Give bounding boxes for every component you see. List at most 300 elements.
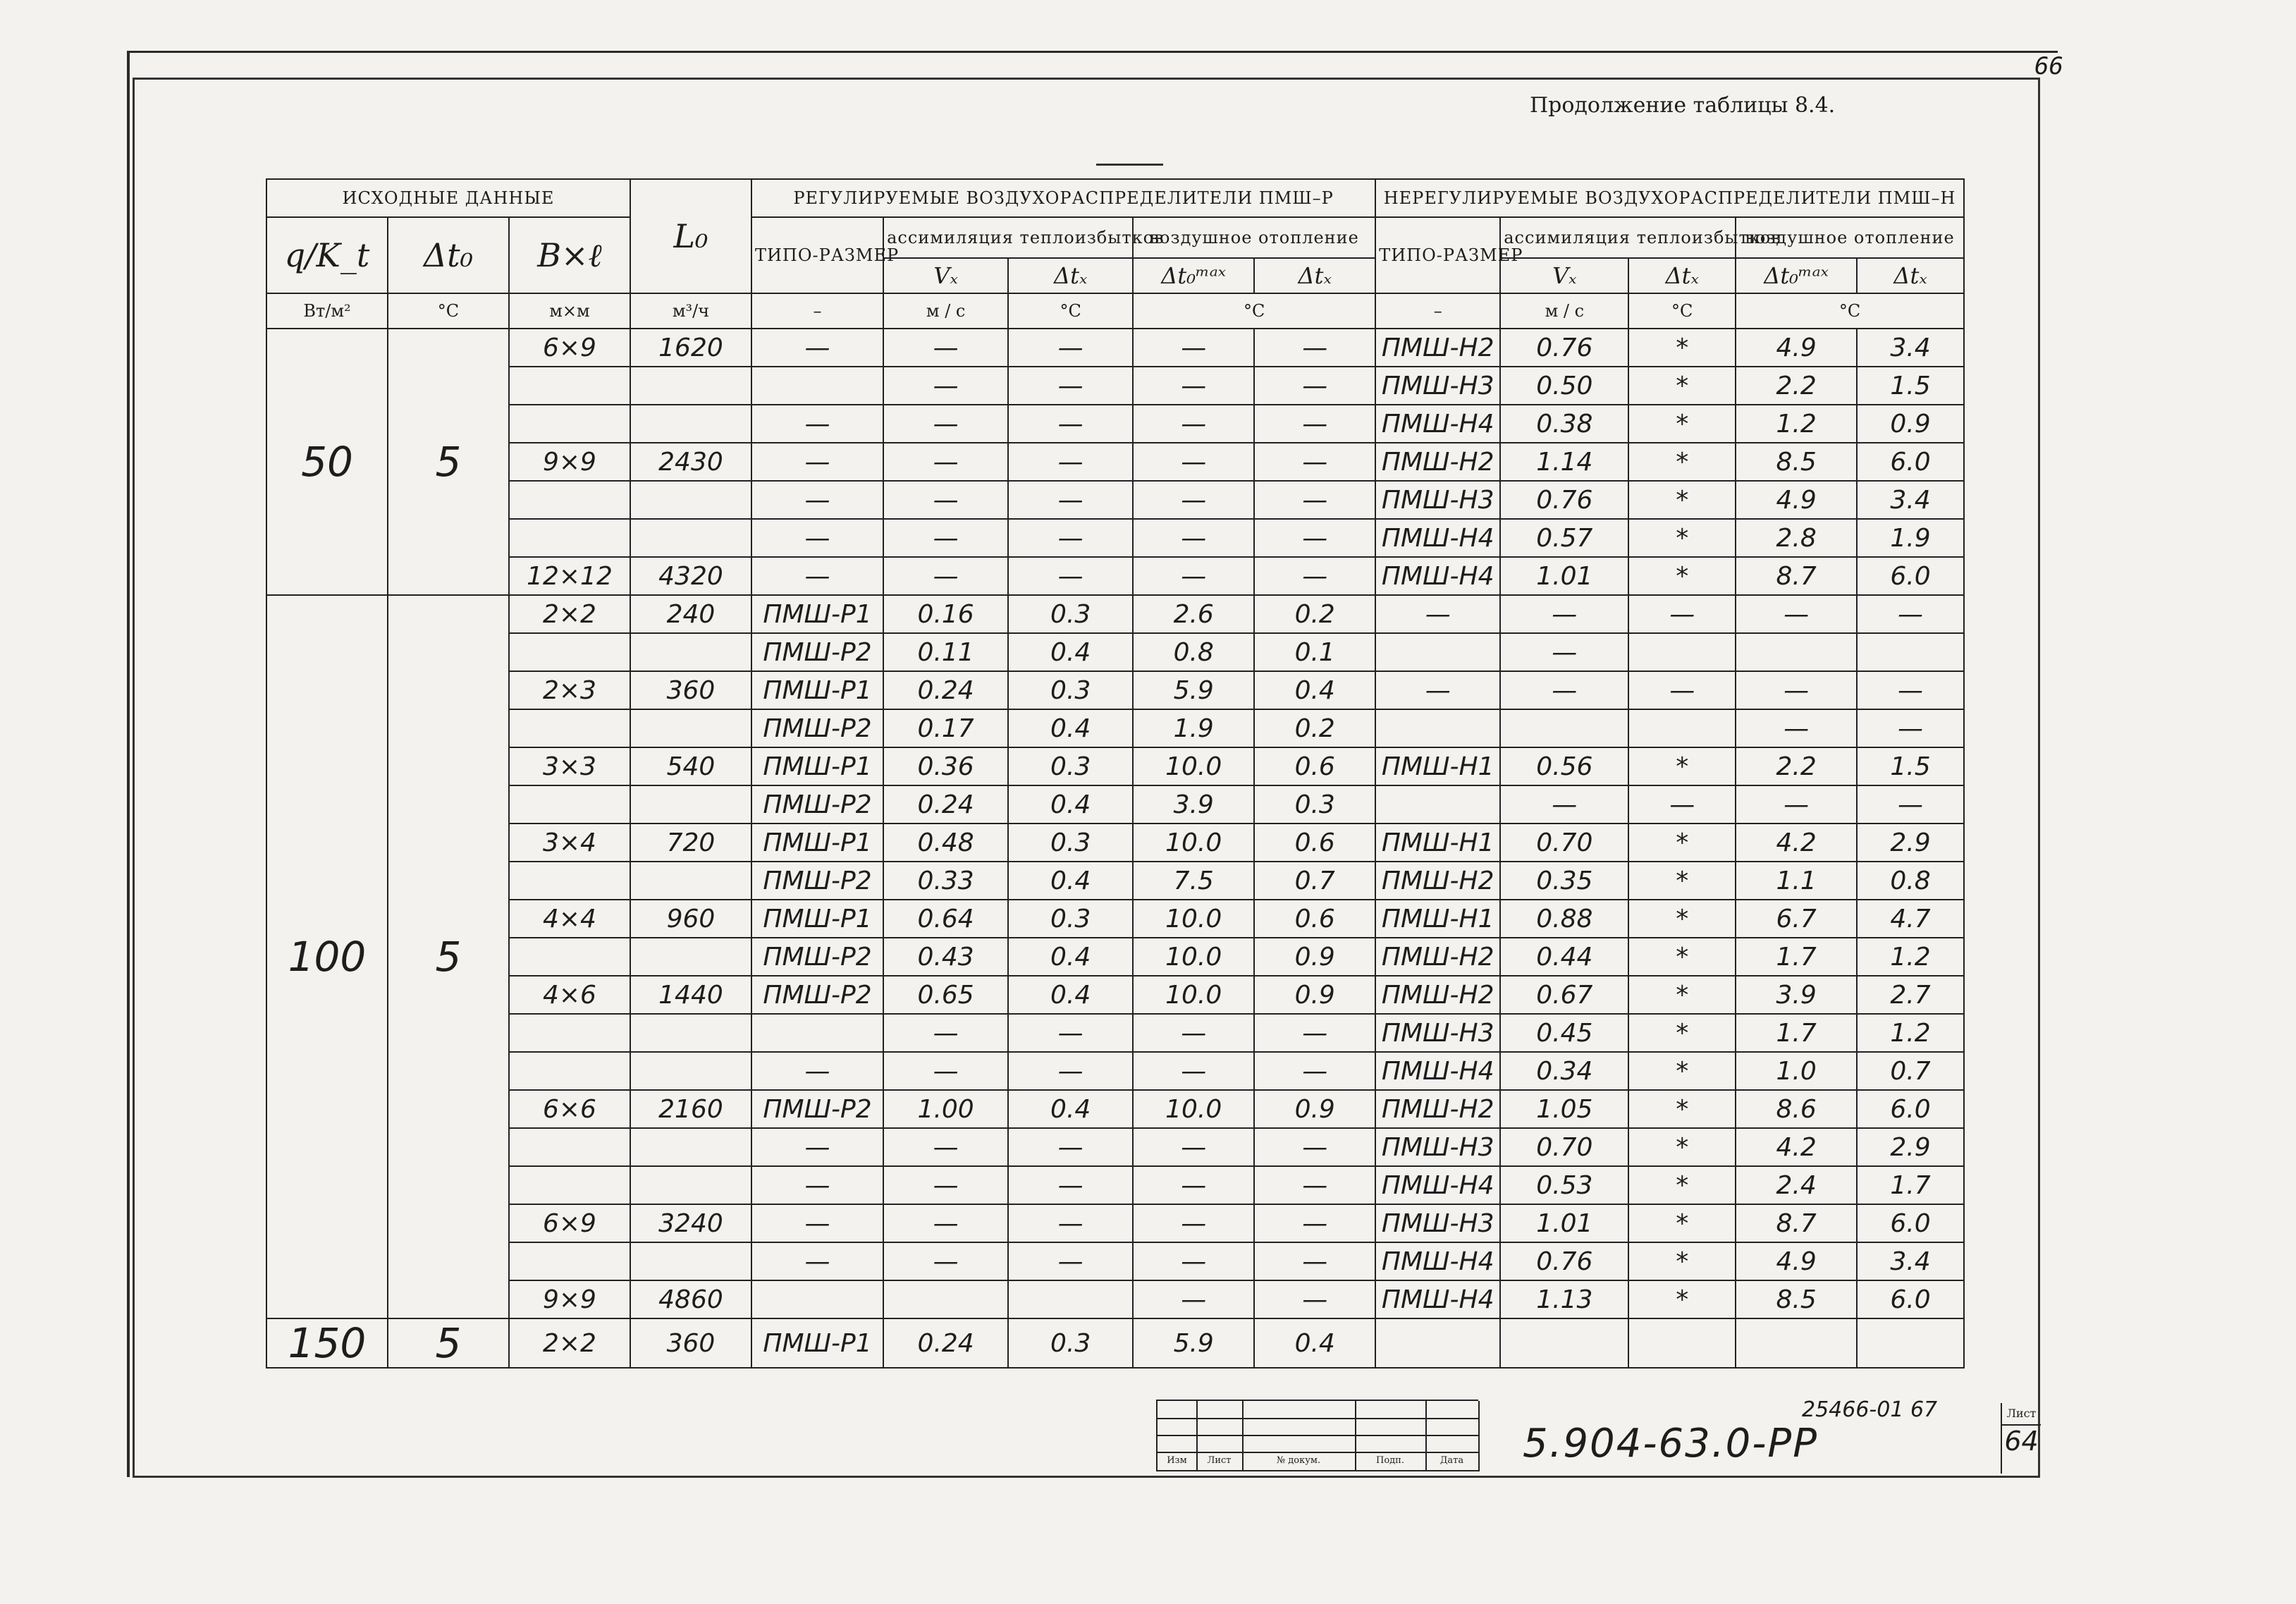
table-cell: —	[751, 405, 883, 443]
table-cell: 0.3	[1008, 824, 1133, 862]
table-cell: —	[883, 443, 1008, 481]
l0-header: L₀	[630, 179, 751, 293]
table-cell: *	[1628, 481, 1736, 519]
stamp-label-list: Лист	[1196, 1452, 1244, 1471]
group-regulated-header: РЕГУЛИРУЕМЫЕ ВОЗДУХОРАСПРЕДЕЛИТЕЛИ ПМШ–Р	[751, 179, 1375, 217]
table-cell: 0.4	[1008, 976, 1133, 1014]
table-cell: 2×2	[509, 1318, 630, 1368]
table-cell: 1.14	[1500, 443, 1628, 481]
table-cell: —	[1254, 443, 1375, 481]
table-cell: 6×6	[509, 1090, 630, 1128]
table-cell	[509, 1166, 630, 1204]
table-cell	[630, 633, 751, 671]
table-cell: ПМШ-Н1	[1375, 900, 1500, 938]
unit-typo-n: –	[1375, 293, 1500, 329]
dt0max-header-r: Δt₀ᵐᵃˣ	[1133, 258, 1254, 293]
stamp-label-date: Дата	[1425, 1452, 1480, 1471]
table-cell: 0.17	[883, 709, 1008, 747]
table-cell: —	[883, 1128, 1008, 1166]
table-cell: 0.70	[1500, 1128, 1628, 1166]
divider-mark	[1096, 164, 1163, 166]
table-cell: 1.2	[1857, 938, 1964, 976]
heating-header-r: воздушное отопление	[1133, 217, 1375, 258]
table-cell: *	[1628, 976, 1736, 1014]
table-cell: 0.3	[1254, 785, 1375, 824]
table-cell: 5.9	[1133, 671, 1254, 709]
table-cell: —	[751, 1166, 883, 1204]
table-cell: 6×9	[509, 329, 630, 367]
table-row	[266, 481, 1964, 519]
table-cell: ПМШ-Н3	[1375, 367, 1500, 405]
table-row	[266, 938, 1964, 976]
table-cell: ПМШ-Н2	[1375, 1090, 1500, 1128]
table-cell: *	[1628, 862, 1736, 900]
table-cell: 1.5	[1857, 367, 1964, 405]
group-source-header: ИСХОДНЫЕ ДАННЫЕ	[266, 179, 630, 217]
table-cell: 9×9	[509, 1280, 630, 1318]
table-cell: *	[1628, 1014, 1736, 1052]
table-cell: *	[1628, 1204, 1736, 1242]
table-cell: 0.24	[883, 785, 1008, 824]
table-cell: —	[1133, 1204, 1254, 1242]
table-cell: 0.8	[1857, 862, 1964, 900]
table-cell: 1.7	[1857, 1166, 1964, 1204]
table-cell: 0.67	[1500, 976, 1628, 1014]
table-cell: 2160	[630, 1090, 751, 1128]
table-cell: 0.33	[883, 862, 1008, 900]
table-cell	[751, 367, 883, 405]
table-cell: —	[1254, 481, 1375, 519]
table-cell	[1500, 709, 1628, 747]
table-cell: 1.2	[1857, 1014, 1964, 1052]
table-cell: 0.43	[883, 938, 1008, 976]
table-cell: —	[883, 1204, 1008, 1242]
table-cell: 0.65	[883, 976, 1008, 1014]
unit-dtx-r: °С	[1008, 293, 1133, 329]
table-cell: 2.7	[1857, 976, 1964, 1014]
table-cell: —	[1857, 671, 1964, 709]
table-cell: 0.76	[1500, 1242, 1628, 1280]
dtx-header-n: Δtₓ	[1628, 258, 1736, 293]
table-row	[266, 557, 1964, 595]
table-cell: 4×4	[509, 900, 630, 938]
table-cell: —	[1254, 367, 1375, 405]
table-cell: —	[1254, 1128, 1375, 1166]
table-cell	[630, 1242, 751, 1280]
table-cell: —	[1736, 595, 1857, 633]
table-cell: 2×2	[509, 595, 630, 633]
table-row	[266, 862, 1964, 900]
table-row	[266, 900, 1964, 938]
vx-header-n: Vₓ	[1500, 258, 1628, 293]
table-cell: 8.7	[1736, 1204, 1857, 1242]
table-cell: —	[1254, 1052, 1375, 1090]
table-cell: 0.50	[1500, 367, 1628, 405]
table-cell: 1.0	[1736, 1052, 1857, 1090]
table-cell: —	[1375, 595, 1500, 633]
table-row	[266, 1204, 1964, 1242]
table-cell: —	[1008, 1052, 1133, 1090]
table-cell: *	[1628, 443, 1736, 481]
table-cell: ПМШ-Р1	[751, 900, 883, 938]
table-cell: 1.1	[1736, 862, 1857, 900]
table-cell: 10.0	[1133, 1090, 1254, 1128]
table-cell: —	[1008, 329, 1133, 367]
table-cell	[509, 633, 630, 671]
table-cell: *	[1628, 938, 1736, 976]
unit-l0: м³/ч	[630, 293, 751, 329]
table-cell: 0.56	[1500, 747, 1628, 785]
table-cell: —	[1254, 405, 1375, 443]
table-cell	[509, 405, 630, 443]
table-cell	[509, 862, 630, 900]
table-cell: ПМШ-Н4	[1375, 1242, 1500, 1280]
table-cell: 0.38	[1500, 405, 1628, 443]
table-cell: —	[1254, 557, 1375, 595]
table-cell	[509, 709, 630, 747]
table-cell: —	[883, 1166, 1008, 1204]
unit-typo-r: –	[751, 293, 883, 329]
table-cell: *	[1628, 900, 1736, 938]
table-row	[266, 443, 1964, 481]
table-cell: 2.4	[1736, 1166, 1857, 1204]
table-cell: 2×3	[509, 671, 630, 709]
table-cell: 1.7	[1736, 938, 1857, 976]
table-cell: *	[1628, 1280, 1736, 1318]
table-cell: 540	[630, 747, 751, 785]
table-cell	[509, 1014, 630, 1052]
table-cell: *	[1628, 329, 1736, 367]
table-cell	[509, 1052, 630, 1090]
table-cell: —	[1254, 1204, 1375, 1242]
table-cell: —	[751, 1242, 883, 1280]
table-cell	[630, 938, 751, 976]
table-cell: —	[1133, 1166, 1254, 1204]
table-cell: 0.24	[883, 671, 1008, 709]
table-cell: 2.6	[1133, 595, 1254, 633]
table-row	[266, 367, 1964, 405]
unit-vx-n: м / с	[1500, 293, 1628, 329]
table-cell: —	[1500, 785, 1628, 824]
unit-dt0: °С	[388, 293, 509, 329]
title-block-stamp	[1156, 1400, 1478, 1471]
table-cell: 1.9	[1857, 519, 1964, 557]
table-cell: 5.9	[1133, 1318, 1254, 1368]
table-cell: *	[1628, 405, 1736, 443]
table-cell: —	[1628, 671, 1736, 709]
table-cell: 0.4	[1008, 862, 1133, 900]
table-cell: 10.0	[1133, 747, 1254, 785]
table-cell: 8.7	[1736, 557, 1857, 595]
table-cell: 0.7	[1857, 1052, 1964, 1090]
table-cell: ПМШ-Р2	[751, 1090, 883, 1128]
table-cell	[630, 862, 751, 900]
table-row	[266, 519, 1964, 557]
table-cell: —	[751, 443, 883, 481]
table-cell: —	[883, 1014, 1008, 1052]
unit-heating-r: °С	[1133, 293, 1375, 329]
table-cell	[1736, 1318, 1857, 1368]
table-cell: 2.9	[1857, 1128, 1964, 1166]
table-cell	[630, 1052, 751, 1090]
table-cell	[630, 1166, 751, 1204]
stamp-label-izm: Изм	[1158, 1452, 1198, 1471]
table-cell: 8.6	[1736, 1090, 1857, 1128]
table-row	[266, 329, 1964, 367]
group-unregulated-header: НЕРЕГУЛИРУЕМЫЕ ВОЗДУХОРАСПРЕДЕЛИТЕЛИ ПМШ–Н	[1375, 179, 1964, 217]
table-cell: —	[1736, 671, 1857, 709]
dt0-header: Δt₀	[388, 217, 509, 293]
table-cell: 0.6	[1254, 824, 1375, 862]
table-cell: —	[1500, 633, 1628, 671]
table-cell: —	[751, 519, 883, 557]
table-cell	[1500, 1318, 1628, 1368]
table-cell	[509, 367, 630, 405]
table-cell: 4.9	[1736, 1242, 1857, 1280]
table-cell: 0.48	[883, 824, 1008, 862]
table-cell: 10.0	[1133, 900, 1254, 938]
table-cell	[751, 1280, 883, 1318]
table-cell: 4.9	[1736, 329, 1857, 367]
table-cell: 10.0	[1133, 938, 1254, 976]
table-cell: 0.2	[1254, 595, 1375, 633]
table-row	[266, 709, 1964, 747]
table-cell: ПМШ-Н4	[1375, 1280, 1500, 1318]
table-cell: 1.00	[883, 1090, 1008, 1128]
table-row	[266, 824, 1964, 862]
table-cell: —	[1008, 519, 1133, 557]
table-cell: —	[1254, 329, 1375, 367]
table-cell: —	[751, 1204, 883, 1242]
table-cell: 6.0	[1857, 557, 1964, 595]
table-cell: —	[883, 519, 1008, 557]
table-cell	[1375, 633, 1500, 671]
table-cell: 0.76	[1500, 481, 1628, 519]
table-cell: —	[1254, 1242, 1375, 1280]
table-cell: 6.0	[1857, 1204, 1964, 1242]
table-cell: 0.8	[1133, 633, 1254, 671]
table-cell: 4.2	[1736, 1128, 1857, 1166]
table-cell: 0.4	[1254, 671, 1375, 709]
table-row	[266, 1318, 1964, 1368]
table-cell: 0.64	[883, 900, 1008, 938]
table-cell: 3240	[630, 1204, 751, 1242]
table-cell: 0.35	[1500, 862, 1628, 900]
table-cell: *	[1628, 1090, 1736, 1128]
table-cell: 0.16	[883, 595, 1008, 633]
table-cell: —	[1857, 595, 1964, 633]
table-cell: —	[1008, 481, 1133, 519]
table-cell: —	[883, 481, 1008, 519]
table-cell: 4320	[630, 557, 751, 595]
table-cell: ПМШ-Р2	[751, 862, 883, 900]
table-cell	[630, 405, 751, 443]
table-cell: 7.5	[1133, 862, 1254, 900]
table-cell	[630, 1014, 751, 1052]
table-cell: 0.7	[1254, 862, 1375, 900]
table-cell: ПМШ-Н4	[1375, 1166, 1500, 1204]
table-cell: *	[1628, 519, 1736, 557]
dtx2-header-r: Δtₓ	[1254, 258, 1375, 293]
table-cell: 4.9	[1736, 481, 1857, 519]
table-cell	[751, 1014, 883, 1052]
table-cell: 0.34	[1500, 1052, 1628, 1090]
table-cell	[1628, 709, 1736, 747]
table-cell: 0.1	[1254, 633, 1375, 671]
table-cell: 0.4	[1008, 633, 1133, 671]
typo-size-header-r: ТИПО-РАЗМЕР	[751, 217, 883, 293]
vx-header-r: Vₓ	[883, 258, 1008, 293]
table-row	[266, 633, 1964, 671]
table-row	[266, 1280, 1964, 1318]
table-cell	[1628, 1318, 1736, 1368]
table-cell: —	[1008, 367, 1133, 405]
table-cell: 0.3	[1008, 747, 1133, 785]
table-cell: 4×6	[509, 976, 630, 1014]
dtx2-header-n: Δtₓ	[1857, 258, 1964, 293]
table-cell: ПМШ-Н4	[1375, 1052, 1500, 1090]
table-cell: 12×12	[509, 557, 630, 595]
table-cell: 1.9	[1133, 709, 1254, 747]
table-cell: —	[1133, 405, 1254, 443]
table-cell: 2430	[630, 443, 751, 481]
table-cell: ПМШ-Н3	[1375, 1014, 1500, 1052]
table-cell: ПМШ-Р1	[751, 1318, 883, 1368]
table-cell: —	[1628, 785, 1736, 824]
table-cell: —	[1254, 1280, 1375, 1318]
table-cell: 0.11	[883, 633, 1008, 671]
table-cell: —	[883, 1052, 1008, 1090]
table-cell: —	[751, 329, 883, 367]
sheet-number-box	[2001, 1403, 2041, 1474]
table-cell: 0.3	[1008, 1318, 1133, 1368]
table-cell: 1.13	[1500, 1280, 1628, 1318]
sheet-number: 64	[2004, 1426, 2039, 1457]
table-cell: 0.45	[1500, 1014, 1628, 1052]
table-cell: ПМШ-Н1	[1375, 747, 1500, 785]
table-cell: 0.57	[1500, 519, 1628, 557]
table-cell: —	[883, 557, 1008, 595]
table-cell: —	[1736, 785, 1857, 824]
table-row	[266, 1166, 1964, 1204]
table-cell: —	[1133, 329, 1254, 367]
table-row	[266, 1052, 1964, 1090]
table-cell: 2.8	[1736, 519, 1857, 557]
table-cell	[509, 1242, 630, 1280]
table-cell: 3.9	[1736, 976, 1857, 1014]
sheet-number-top: 66	[2034, 52, 2063, 80]
table-cell: ПМШ-Р2	[751, 785, 883, 824]
table-cell: —	[1736, 709, 1857, 747]
document-code: 5.904-63.0-РР	[1523, 1421, 1818, 1467]
table-cell: 1.05	[1500, 1090, 1628, 1128]
table-cell: 3.4	[1857, 481, 1964, 519]
table-cell: ПМШ-Р2	[751, 976, 883, 1014]
table-cell: 3×3	[509, 747, 630, 785]
table-cell: —	[1254, 519, 1375, 557]
table-cell: —	[1008, 1166, 1133, 1204]
table-cell: ПМШ-Н2	[1375, 938, 1500, 976]
table-cell: —	[1008, 1014, 1133, 1052]
table-cell: 0.9	[1857, 405, 1964, 443]
table-row	[266, 671, 1964, 709]
table-cell	[630, 709, 751, 747]
table-cell: 2.2	[1736, 747, 1857, 785]
table-cell: —	[1133, 1280, 1254, 1318]
table-cell: *	[1628, 1242, 1736, 1280]
unit-q: Вт/м²	[266, 293, 388, 329]
table-cell: 0.44	[1500, 938, 1628, 976]
table-cell: —	[1628, 595, 1736, 633]
table-cell: 6.0	[1857, 443, 1964, 481]
table-continuation-caption: Продолжение таблицы 8.4.	[1530, 93, 1836, 118]
heating-header-n: воздушное отопление	[1736, 217, 1964, 258]
table-cell: —	[1133, 1052, 1254, 1090]
table-cell: 0.4	[1008, 785, 1133, 824]
q-header: q/K_t	[266, 217, 388, 293]
table-cell: 0.6	[1254, 900, 1375, 938]
table-cell: 0.88	[1500, 900, 1628, 938]
table-cell: —	[1133, 1242, 1254, 1280]
table-cell: ПМШ-Р2	[751, 709, 883, 747]
stamp-label-doc: № докум.	[1242, 1452, 1356, 1471]
table-cell	[1857, 633, 1964, 671]
table-cell	[630, 481, 751, 519]
table-cell: —	[1008, 1204, 1133, 1242]
table-cell: ПМШ-Н2	[1375, 443, 1500, 481]
cell-dt0-group: 5	[388, 1318, 509, 1368]
table-cell: 0.4	[1254, 1318, 1375, 1368]
table-cell: ПМШ-Н3	[1375, 1128, 1500, 1166]
table-cell: 1.5	[1857, 747, 1964, 785]
table-cell: 6.7	[1736, 900, 1857, 938]
dt0max-header-n: Δt₀ᵐᵃˣ	[1736, 258, 1857, 293]
unit-vx-r: м / с	[883, 293, 1008, 329]
dtx-header-r: Δtₓ	[1008, 258, 1133, 293]
table-cell: 0.70	[1500, 824, 1628, 862]
table-cell: 3.9	[1133, 785, 1254, 824]
table-cell: —	[1133, 443, 1254, 481]
table-cell: —	[883, 405, 1008, 443]
sheet-label: Лист	[2002, 1403, 2041, 1426]
table-cell: 1.01	[1500, 557, 1628, 595]
typo-size-header-n: ТИПО-РАЗМЕР	[1375, 217, 1500, 293]
table-cell	[1375, 785, 1500, 824]
table-cell: *	[1628, 1166, 1736, 1204]
table-cell: —	[1008, 1242, 1133, 1280]
cell-dt0-group: 5	[388, 329, 509, 595]
table-cell: ПМШ-Н3	[1375, 481, 1500, 519]
table-cell: 6×9	[509, 1204, 630, 1242]
table-cell: —	[1375, 671, 1500, 709]
table-cell: 2.2	[1736, 367, 1857, 405]
table-row	[266, 1128, 1964, 1166]
table-cell: 0.3	[1008, 900, 1133, 938]
table-cell: 2.9	[1857, 824, 1964, 862]
table-cell: 0.4	[1008, 709, 1133, 747]
table-cell	[1008, 1280, 1133, 1318]
table-cell	[883, 1280, 1008, 1318]
table-cell: 0.9	[1254, 976, 1375, 1014]
table-cell: —	[1008, 1128, 1133, 1166]
table-cell: —	[1133, 1128, 1254, 1166]
table-cell: —	[751, 557, 883, 595]
table-cell: ПМШ-Р1	[751, 671, 883, 709]
unit-heating-n: °С	[1736, 293, 1964, 329]
table-cell: ПМШ-Н2	[1375, 329, 1500, 367]
cell-q-group: 50	[266, 329, 388, 595]
table-cell: —	[1254, 1014, 1375, 1052]
